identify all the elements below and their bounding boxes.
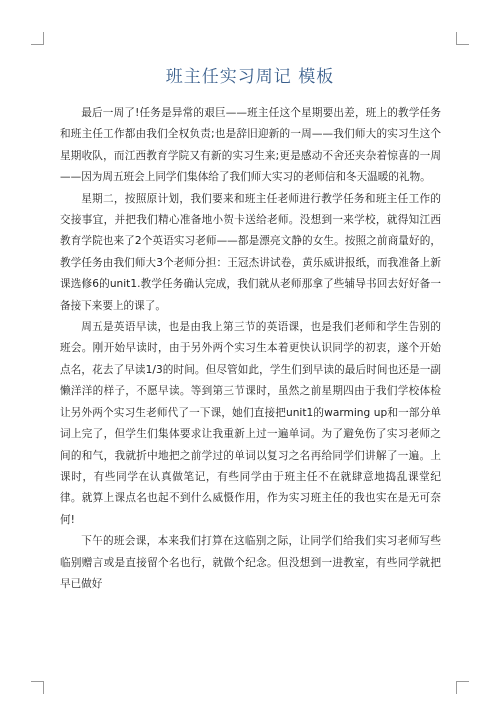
document-body [60, 103, 441, 595]
crop-mark-bottom-right [456, 681, 469, 694]
crop-mark-top-left [31, 32, 44, 45]
paragraph: 最后一周了!任务是异常的艰巨——班主任这个星期要出差，班上的教学任务和班主任工作都由我们全权负责;也是辞旧迎新的一周——我们师大的实习生这个星期收队，而江西教育学院又有新的实习生来;更是感动不舍还夹杂着惊喜的一周——因为周五班会上同学们集体给了我们师大实习的老师信和冬天温暖的礼物。 [60, 107, 441, 184]
document-title: 班主任实习周记 模板 [165, 67, 335, 87]
crop-mark-top-right [456, 32, 469, 45]
crop-mark-bottom-left [31, 681, 44, 694]
paragraph: 星期二，按照原计划，我们要来和班主任老师进行教学任务和班主任工作的交接事宜，并把我们精心准备地小贺卡送给老师。没想到一来学校，就得知江西教育学院也来了2个英语实习老师——都是漂亮文静的女生。按照之前商量好的，教学任务由我们师大3个老师分担：王冠杰讲试卷，黄乐威讲报纸，而我准备上新课选修6的unit1.教学任务确认完成，我们就从老师那拿了些辅导书回去好好备一备接下来要上的课了。 [60, 192, 441, 312]
paragraph: 下午的班会课，本来我们打算在这临别之际，让同学们给我们实习老师写些临别赠言或是直接留个名也行，就做个纪念。但没想到一进教室，有些同学就把早已做好 [60, 535, 441, 590]
paragraph: 周五是英语早读，也是由我上第三节的英语课，也是我们老师和学生告别的班会。刚开始早读时，由于另外两个实习生本着更快认识同学的初衷，遂个开始点名，花去了早读1/3的时间。但尽管如此，学生们到早读的最后时间也还是一副懒洋洋的样子，不愿早读。等到第三节课时，虽然之前星期四由于我们学校体检让另外两个实习生老师代了一下课，她们直接把unit1的warming up和一部分单词上完了，但学生们集体要求让我重新上过一遍单词。为了避免伤了实习老师之间的和气，我就折中地把之前学过的单词以复习之名再给同学们讲解了一遍。上课时，有些同学在认真做笔记，有些同学由于班主任不在就肆意地捣乱课堂纪律。就算上课点名也起不到什么威慑作用，作为实习班主任的我也实在是无可奈何! [60, 321, 441, 526]
